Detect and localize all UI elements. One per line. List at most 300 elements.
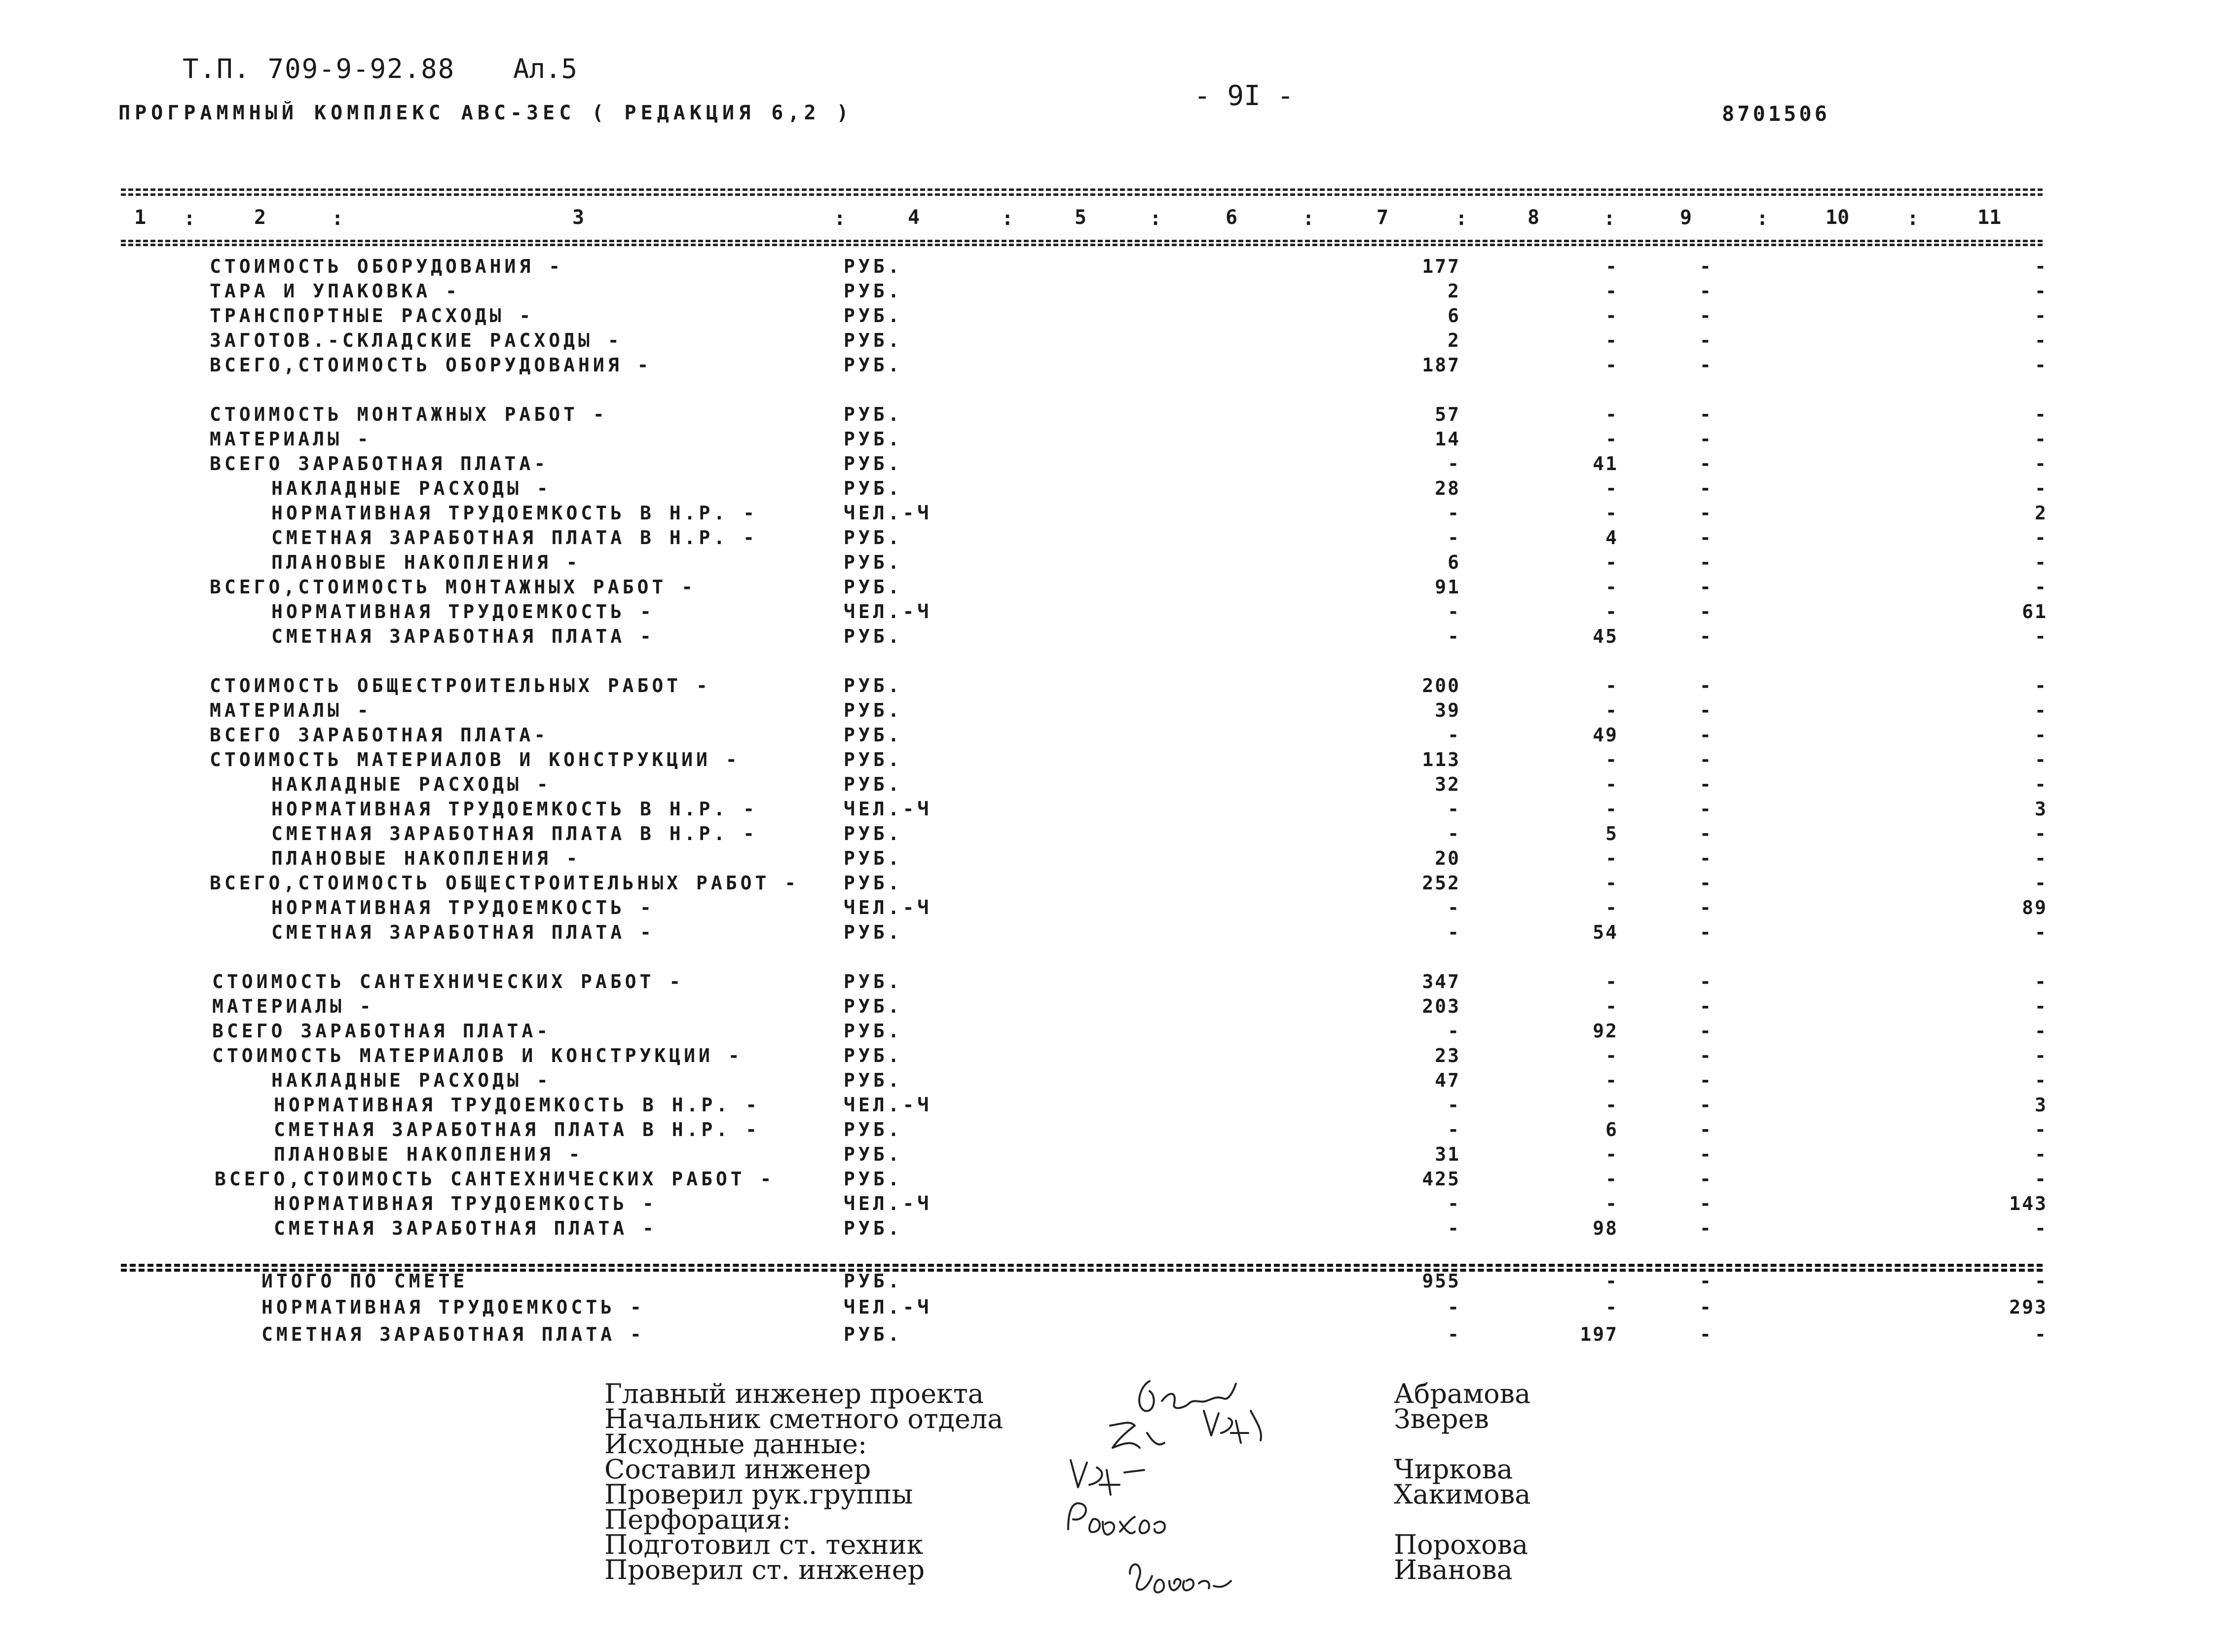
row-col-11: - [2035,428,2048,450]
row-col-9: - [1700,995,1714,1017]
row-col-8: - [1605,1270,1618,1292]
col-header-3: 3 [572,206,585,229]
row-col-9: - [1700,897,1714,918]
col-header-1: 1 [134,206,147,229]
row-col-7: - [1448,601,1460,623]
row-col-8: 4 [1605,527,1618,549]
row-col-8: - [1605,773,1618,795]
row-col-11: 3 [2035,798,2048,820]
row-col-7: 2 [1448,280,1460,302]
sheet-number: Ал.5 [513,53,578,84]
table-row [0,699,2234,724]
row-col-8: 6 [1605,1119,1618,1140]
table-row [0,724,2234,749]
row-label: СТОИМОСТЬ МАТЕРИАЛОВ И КОНСТРУКЦИИ - [212,1045,743,1066]
name-compiled-by: Чиркова [1394,1454,1513,1485]
row-unit: РУБ. [844,453,903,475]
col-header-5: 5 [1075,206,1087,229]
table-row [0,1143,2234,1168]
row-col-8: - [1605,872,1618,894]
row-col-7: - [1448,1119,1460,1140]
row-col-9: - [1700,1193,1714,1214]
table-top-rule-2 [121,193,2043,196]
table-row [0,1217,2234,1242]
row-unit: ЧЕЛ.-Ч [844,798,932,820]
signature-roles [604,1378,1004,1585]
row-unit: РУБ. [844,921,903,943]
row-col-8: - [1605,749,1618,771]
row-col-11: 3 [2035,1094,2048,1116]
row-col-9: - [1700,576,1714,598]
row-label: НОРМАТИВНАЯ ТРУДОЕМКОСТЬ - [271,601,655,623]
row-label: СТОИМОСТЬ МАТЕРИАЛОВ И КОНСТРУКЦИИ - [210,749,741,771]
table-row [0,477,2234,502]
row-label: СМЕТНАЯ ЗАРАБОТНАЯ ПЛАТА - [271,625,655,647]
row-col-7: 6 [1448,305,1460,327]
row-col-7: - [1448,1296,1460,1318]
row-col-11: - [2035,1045,2048,1066]
row-col-11: 143 [2009,1193,2048,1214]
row-label: СМЕТНАЯ ЗАРАБОТНАЯ ПЛАТА В Н.Р. - [274,1119,760,1140]
row-label: СТОИМОСТЬ МОНТАЖНЫХ РАБОТ - [210,404,608,425]
page-number: - 9I - [1194,80,1294,112]
row-col-8: - [1605,995,1618,1017]
row-col-7: 187 [1422,354,1460,376]
row-label: ПЛАНОВЫЕ НАКОПЛЕНИЯ - [271,847,581,869]
row-label: НАКЛАДНЫЕ РАСХОДЫ - [271,1069,552,1091]
role-checked-senior-engineer: Проверил ст. инженер [604,1554,925,1585]
row-unit: РУБ. [844,477,903,499]
table-row [0,330,2234,354]
row-col-11: - [2035,724,2048,746]
row-col-7: - [1448,724,1460,746]
table-row [0,1069,2234,1094]
row-col-9: - [1700,1217,1714,1239]
row-unit: РУБ. [844,1045,903,1066]
program-name: ПРОГРАММНЫЙ КОМПЛЕКС АВС-3ЕС ( РЕДАКЦИЯ 6,2 ) [118,102,853,124]
role-checked-group-lead: Проверил рук.группы [604,1479,913,1510]
table-row [0,749,2234,773]
row-label: ВСЕГО,СТОИМОСТЬ ОБОРУДОВАНИЯ - [210,354,652,376]
row-col-8: - [1605,502,1618,524]
row-label: ВСЕГО ЗАРАБОТНАЯ ПЛАТА- [212,1020,552,1042]
row-col-11: - [2035,847,2048,869]
row-col-8: - [1605,404,1618,425]
row-col-11: - [2035,1168,2048,1190]
row-unit: РУБ. [844,847,903,869]
table-row [0,404,2234,428]
row-unit: ЧЕЛ.-Ч [844,897,932,918]
row-col-11: 2 [2035,502,2048,524]
row-col-8: - [1605,428,1618,450]
table-top-rule [121,188,2043,191]
row-unit: РУБ. [844,995,903,1017]
row-unit: РУБ. [844,749,903,771]
row-col-7: 252 [1422,872,1460,894]
col-header-10: 10 [1825,206,1850,229]
row-col-11: - [2035,675,2048,697]
row-col-7: 23 [1435,1045,1460,1066]
row-col-9: - [1700,305,1714,327]
row-col-9: - [1700,527,1714,549]
row-col-8: - [1605,675,1618,697]
name-chief-engineer: Абрамова [1394,1378,1531,1409]
row-col-9: - [1700,847,1714,869]
row-col-9: - [1700,1119,1714,1140]
row-col-11: - [2035,1069,2048,1091]
row-col-7: 32 [1435,773,1460,795]
row-unit: РУБ. [844,724,903,746]
row-unit: РУБ. [844,1168,903,1190]
row-col-9: - [1700,625,1714,647]
row-unit: РУБ. [844,675,903,697]
table-row [0,625,2234,650]
row-col-7: - [1448,527,1460,549]
row-col-9: - [1700,551,1714,573]
row-col-8: 41 [1593,453,1618,475]
row-col-8: - [1605,847,1618,869]
row-col-9: - [1700,428,1714,450]
row-col-8: - [1605,330,1618,351]
row-col-7: - [1448,823,1460,844]
row-col-11: - [2035,773,2048,795]
col-separator: : [1303,207,1315,230]
row-col-11: - [2035,354,2048,376]
row-col-11: - [2035,625,2048,647]
row-col-9: - [1700,477,1714,499]
row-col-8: - [1605,1193,1618,1214]
col-header-4: 4 [908,206,920,229]
row-unit: РУБ. [844,971,903,992]
row-col-7: 347 [1422,971,1460,992]
row-col-11: 89 [2022,897,2048,918]
row-col-7: - [1448,1217,1460,1239]
row-col-7: 2 [1448,330,1460,351]
row-unit: РУБ. [844,1323,903,1345]
row-col-8: - [1605,305,1618,327]
row-col-7: 113 [1422,749,1460,771]
row-label: МАТЕРИАЛЫ - [212,995,374,1017]
row-label: НОРМАТИВНАЯ ТРУДОЕМКОСТЬ - [271,897,655,918]
signature-zverev [1110,1423,1164,1448]
row-col-7: 28 [1435,477,1460,499]
row-label: ЗАГОТОВ.-СКЛАДСКИЕ РАСХОДЫ - [210,330,623,351]
row-col-7: 47 [1435,1069,1460,1091]
table-row [0,1296,2234,1321]
col-header-2: 2 [254,206,266,229]
row-col-9: - [1700,724,1714,746]
row-col-7: - [1448,1020,1460,1042]
role-head-estimates: Начальник сметного отдела [604,1403,1004,1434]
row-col-8: - [1605,1168,1618,1190]
signature-vng-1 [1204,1411,1261,1443]
row-col-7: - [1448,625,1460,647]
row-col-9: - [1700,280,1714,302]
row-col-7: - [1448,798,1460,820]
row-label: СТОИМОСТЬ ОБЩЕСТРОИТЕЛЬНЫХ РАБОТ - [210,675,711,697]
row-unit: РУБ. [844,872,903,894]
table-row [0,773,2234,798]
document-code: 8701506 [1722,102,1830,126]
row-col-8: 5 [1605,823,1618,844]
row-unit: РУБ. [844,1069,903,1091]
row-unit: РУБ. [844,256,903,277]
signature-ivanov [1130,1564,1231,1592]
row-unit: РУБ. [844,1270,903,1292]
row-col-11: - [2035,1020,2048,1042]
row-label: СМЕТНАЯ ЗАРАБОТНАЯ ПЛАТА В Н.Р. - [271,527,758,549]
row-col-11: - [2035,453,2048,475]
row-unit: РУБ. [844,576,903,598]
row-label: НОРМАТИВНАЯ ТРУДОЕМКОСТЬ - [274,1193,657,1214]
col-header-8: 8 [1527,206,1540,229]
row-col-11: - [2035,971,2048,992]
row-label: НАКЛАДНЫЕ РАСХОДЫ - [271,773,552,795]
row-col-9: - [1700,675,1714,697]
row-col-9: - [1700,798,1714,820]
row-col-11: - [2035,551,2048,573]
col-header-11: 11 [1977,206,2002,229]
row-col-7: 57 [1435,404,1460,425]
row-unit: РУБ. [844,773,903,795]
row-unit: ЧЕЛ.-Ч [844,1296,932,1318]
row-col-9: - [1700,1069,1714,1091]
table-row [0,1193,2234,1217]
table-row [0,576,2234,601]
row-unit: ЧЕЛ.-Ч [844,1193,932,1214]
row-col-8: - [1605,1094,1618,1116]
row-label: ПЛАНОВЫЕ НАКОПЛЕНИЯ - [271,551,581,573]
row-col-9: - [1700,354,1714,376]
table-row [0,847,2234,872]
role-source-data: Исходные данные: [604,1429,867,1460]
row-unit: РУБ. [844,428,903,450]
col-separator: : [834,207,846,230]
row-col-11: - [2035,921,2048,943]
table-row [0,453,2234,477]
role-prepared-technician: Подготовил ст. техник [604,1529,924,1560]
row-col-7: - [1448,453,1460,475]
row-col-7: 20 [1435,847,1460,869]
row-label: ВСЕГО,СТОИМОСТЬ САНТЕХНИЧЕСКИХ РАБОТ - [215,1168,775,1190]
row-col-11: - [2035,823,2048,844]
row-unit: РУБ. [844,305,903,327]
table-row [0,921,2234,946]
row-col-8: - [1605,798,1618,820]
col-separator: : [1455,207,1468,230]
table-row [0,428,2234,453]
row-col-11: - [2035,477,2048,499]
table-row [0,675,2234,699]
row-col-9: - [1700,921,1714,943]
row-col-8: - [1605,354,1618,376]
row-col-9: - [1700,256,1714,277]
table-row [0,354,2234,379]
row-col-11: - [2035,1143,2048,1165]
row-label: ВСЕГО ЗАРАБОТНАЯ ПЛАТА- [210,724,549,746]
table-row [0,280,2234,305]
row-unit: ЧЕЛ.-Ч [844,502,932,524]
row-unit: РУБ. [844,527,903,549]
handwritten-signatures [1061,1361,1367,1618]
table-row [0,256,2234,280]
row-label: МАТЕРИАЛЫ - [210,699,372,721]
row-unit: РУБ. [844,1217,903,1239]
col-separator: : [1603,207,1616,230]
row-col-9: - [1700,1143,1714,1165]
row-col-11: - [2035,1119,2048,1140]
table-row [0,1323,2234,1348]
row-col-11: - [2035,330,2048,351]
table-row [0,1094,2234,1119]
row-unit: РУБ. [844,1020,903,1042]
row-col-8: - [1605,699,1618,721]
row-col-8: 92 [1593,1020,1618,1042]
row-unit: РУБ. [844,1119,903,1140]
row-col-11: - [2035,995,2048,1017]
row-unit: ЧЕЛ.-Ч [844,1094,932,1116]
row-col-9: - [1700,823,1714,844]
row-col-7: - [1448,1323,1460,1345]
row-col-9: - [1700,1296,1714,1318]
signature-porohov [1068,1503,1165,1535]
row-unit: РУБ. [844,330,903,351]
table-row [0,971,2234,995]
table-row [0,1119,2234,1143]
row-col-11: - [2035,1323,2048,1345]
row-label: НОРМАТИВНАЯ ТРУДОЕМКОСТЬ В Н.Р. - [271,798,758,820]
row-col-8: 54 [1593,921,1618,943]
row-col-9: - [1700,872,1714,894]
table-row [0,897,2234,921]
row-label: ПЛАНОВЫЕ НАКОПЛЕНИЯ - [274,1143,584,1165]
row-col-9: - [1700,749,1714,771]
row-col-8: - [1605,280,1618,302]
row-unit: РУБ. [844,625,903,647]
signature-vng-2 [1071,1460,1144,1495]
table-header-rule-2 [121,244,2043,246]
row-col-11: - [2035,280,2048,302]
row-col-7: - [1448,897,1460,918]
name-checked-group-lead: Хакимова [1394,1479,1531,1510]
row-col-8: 197 [1580,1323,1618,1345]
row-label: ТРАНСПОРТНЫЕ РАСХОДЫ - [210,305,534,327]
name-checked-senior-engineer: Иванова [1394,1554,1513,1585]
row-col-11: - [2035,305,2048,327]
row-label: НАКЛАДНЫЕ РАСХОДЫ - [271,477,552,499]
row-col-8: - [1605,477,1618,499]
row-label: ВСЕГО ЗАРАБОТНАЯ ПЛАТА- [210,453,549,475]
row-col-11: - [2035,404,2048,425]
table-row [0,872,2234,897]
row-col-8: 45 [1593,625,1618,647]
table-row [0,527,2234,551]
row-col-9: - [1700,1020,1714,1042]
row-unit: РУБ. [844,354,903,376]
row-label: ВСЕГО,СТОИМОСТЬ ОБЩЕСТРОИТЕЛЬНЫХ РАБОТ - [210,872,800,894]
col-separator: : [1756,207,1769,230]
signature-abramov [1139,1381,1236,1411]
row-label: НОРМАТИВНАЯ ТРУДОЕМКОСТЬ В Н.Р. - [271,502,758,524]
row-col-7: 203 [1422,995,1460,1017]
row-col-7: - [1448,1193,1460,1214]
row-col-7: - [1448,921,1460,943]
row-col-9: - [1700,699,1714,721]
row-col-8: - [1605,1069,1618,1091]
row-col-7: 6 [1448,551,1460,573]
table-row [0,305,2234,330]
row-col-8: - [1605,601,1618,623]
table-row [0,798,2234,823]
row-label: НОРМАТИВНАЯ ТРУДОЕМКОСТЬ В Н.Р. - [274,1094,760,1116]
table-total-rule [121,1264,2043,1267]
row-col-9: - [1700,330,1714,351]
row-unit: РУБ. [844,1143,903,1165]
name-prepared-technician: Порохова [1394,1529,1528,1560]
row-col-9: - [1700,1270,1714,1292]
row-col-11: - [2035,1217,2048,1239]
row-col-8: - [1605,971,1618,992]
table-row [0,1168,2234,1193]
row-label: СМЕТНАЯ ЗАРАБОТНАЯ ПЛАТА - [261,1323,645,1345]
row-col-7: 39 [1435,699,1460,721]
row-col-11: - [2035,527,2048,549]
col-separator: : [1150,207,1162,230]
table-row [0,551,2234,576]
col-separator: : [1002,207,1014,230]
row-col-7: 425 [1422,1168,1460,1190]
row-col-9: - [1700,453,1714,475]
row-label: СТОИМОСТЬ САНТЕХНИЧЕСКИХ РАБОТ - [212,971,684,992]
row-col-11: - [2035,749,2048,771]
col-separator: : [1907,207,1919,230]
table-row [0,1045,2234,1069]
row-col-9: - [1700,1094,1714,1116]
row-col-7: 177 [1422,256,1460,277]
row-col-9: - [1700,502,1714,524]
row-col-7: 200 [1422,675,1460,697]
row-unit: ЧЕЛ.-Ч [844,601,932,623]
row-col-8: - [1605,551,1618,573]
table-row [0,502,2234,527]
row-col-8: 98 [1593,1217,1618,1239]
row-col-11: - [2035,1270,2048,1292]
table-row [0,1270,2234,1295]
row-col-11: - [2035,872,2048,894]
col-header-6: 6 [1226,206,1238,229]
col-separator: : [332,207,344,230]
row-col-11: - [2035,576,2048,598]
row-unit: РУБ. [844,404,903,425]
name-head-estimates: Зверев [1394,1403,1489,1434]
table-header-rule [121,240,2043,242]
row-label: ИТОГО ПО СМЕТЕ [261,1270,468,1292]
table-row [0,601,2234,625]
row-unit: РУБ. [844,823,903,844]
row-col-8: - [1605,1143,1618,1165]
row-col-9: - [1700,1045,1714,1066]
row-col-11: - [2035,699,2048,721]
name-perforation [1394,1507,1531,1532]
row-col-7: 955 [1422,1270,1460,1292]
row-unit: РУБ. [844,699,903,721]
row-col-9: - [1700,404,1714,425]
row-label: СТОИМОСТЬ ОБОРУДОВАНИЯ - [210,256,564,277]
row-col-9: - [1700,1323,1714,1345]
row-col-7: - [1448,502,1460,524]
table-row [0,995,2234,1020]
row-col-11: - [2035,256,2048,277]
